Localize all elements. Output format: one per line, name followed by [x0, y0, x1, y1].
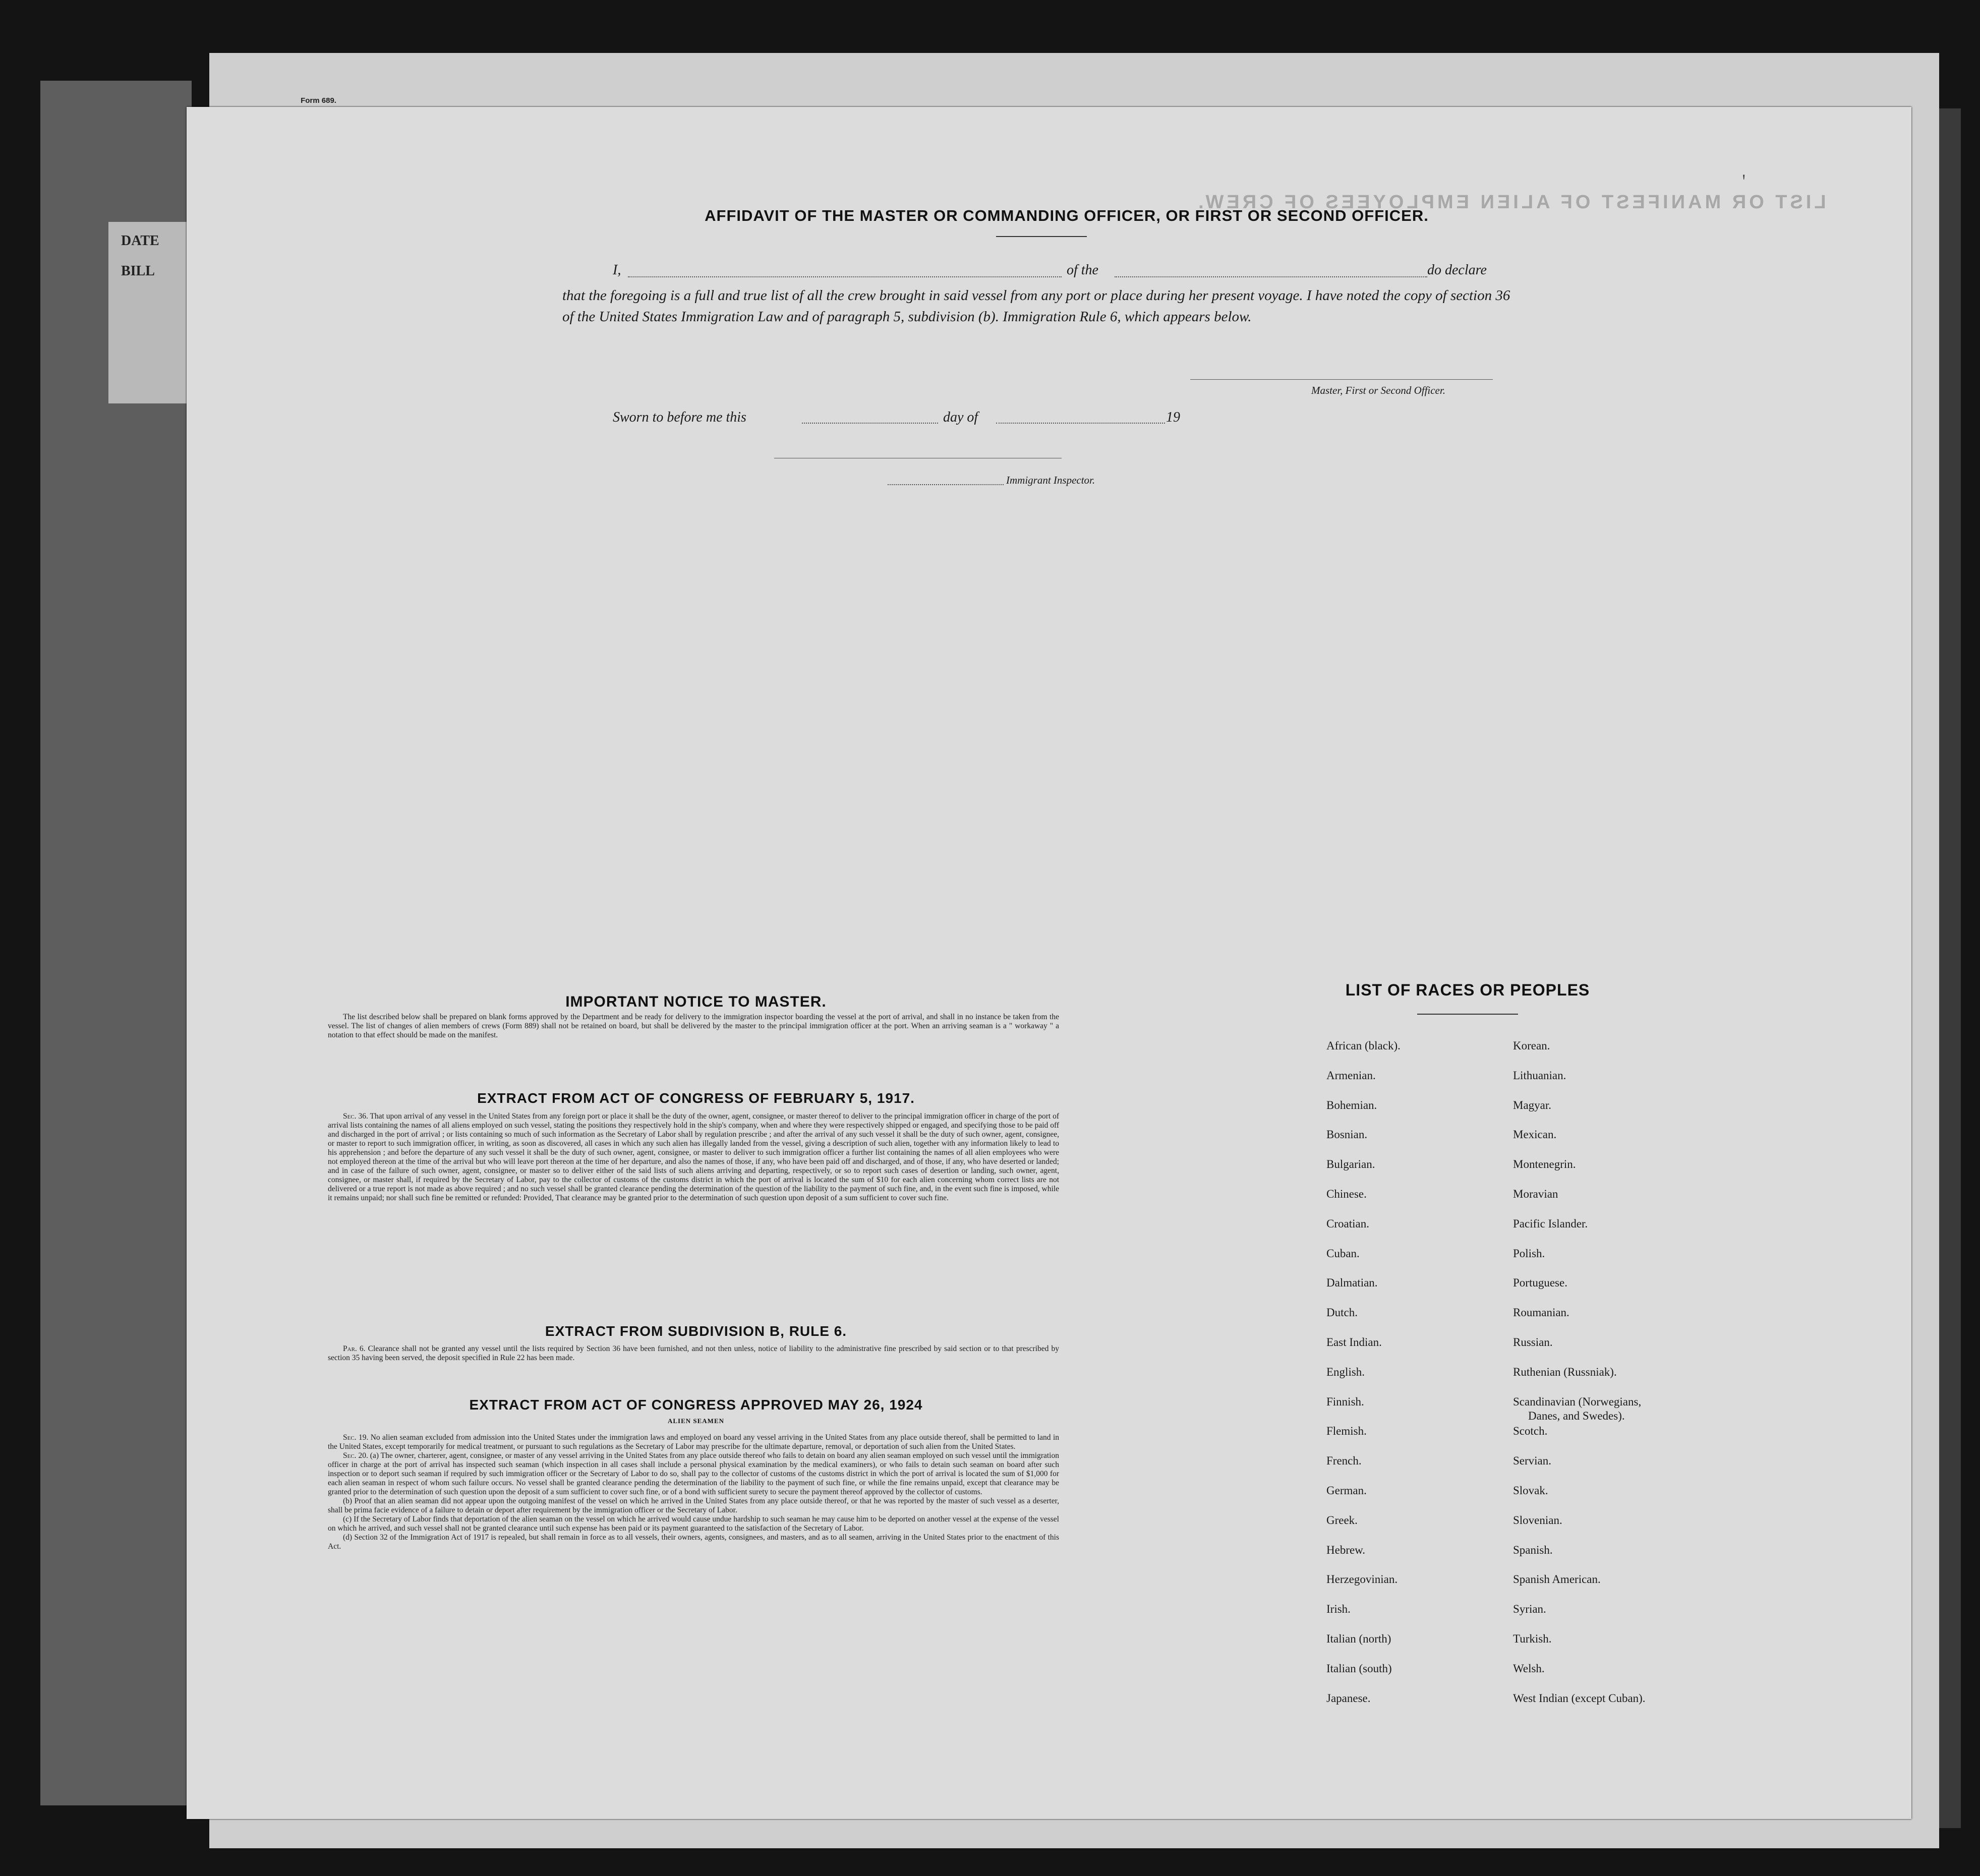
extract-1917-text	[328, 1112, 1059, 1203]
title-underline	[996, 236, 1087, 237]
back-form-number: Form 689.	[301, 96, 336, 105]
race-item: African (black).	[1326, 1039, 1401, 1052]
affidavit-body: that the foregoing is a full and true list of all the crew brought in said vessel from any port or place during her present voyage. I have noted the copy of section 36 of the United States Immigration Law and of paragraph 5, subdivision (b). Immigration Rule 6, which appears below.	[562, 287, 1510, 325]
race-item: Slovak.	[1513, 1484, 1548, 1497]
race-item: German.	[1326, 1484, 1367, 1497]
extract-rule6-text	[328, 1344, 1059, 1363]
race-item: Flemish.	[1326, 1425, 1367, 1438]
sec20d-paragraph: (d) Section 32 of the Immigration Act of 1917 is repealed, but shall remain in force as to all vessels, their owners, agents, consignees, and masters, and as to all seamen, arriving in the United States prior to the enactment of this Act.	[328, 1533, 1059, 1551]
left-card-date-label: DATE	[121, 233, 159, 249]
sworn-day-line	[802, 423, 938, 424]
race-item: Dalmatian.	[1326, 1276, 1378, 1289]
race-item: Slovenian.	[1513, 1513, 1562, 1527]
extract-rule6-title: EXTRACT FROM SUBDIVISION B, RULE 6.	[545, 1323, 847, 1339]
race-item: Finnish.	[1326, 1395, 1364, 1408]
race-item: Herzegovinian.	[1326, 1573, 1398, 1586]
race-item: Scotch.	[1513, 1425, 1548, 1438]
race-item: Servian.	[1513, 1454, 1552, 1468]
race-item: Lithuanian.	[1513, 1069, 1566, 1082]
pen-mark: ꞌ	[1742, 171, 1745, 188]
race-item: Italian (south)	[1326, 1662, 1392, 1675]
race-item: Welsh.	[1513, 1662, 1545, 1675]
name-line	[628, 276, 1062, 277]
officer-signature-line	[1190, 379, 1493, 380]
races-title: LIST OF RACES OR PEOPLES	[1345, 981, 1590, 999]
notice-title: IMPORTANT NOTICE TO MASTER.	[565, 993, 827, 1010]
race-item: Polish.	[1513, 1247, 1545, 1260]
month-line	[996, 423, 1165, 424]
race-item: Roumanian.	[1513, 1306, 1569, 1319]
sec20a-body: (a) The owner, charterer, agent, consignee, or master of any vessel arriving in the United States from any place outside thereof who fails to detain on board any alien seaman employed on such vessel until the immigration officer in charge at the port of arrival has inspected such seaman (which inspection in all cases shall include a personal physical examination by the medical examiners), or who fails to detain such seaman on board after such inspection or to deport such seaman if required by such immigration officer or the Secretary of Labor to do so, shall pay to the collector of customs of the customs district in which the port of arrival is located the sum of $1,000 for each alien seaman in respect of whom such failure occurs. No vessel shall be granted clearance pending the determination of the liability to the payment of such fine, or while the fine remains unpaid, except that clearance may be granted prior to the determination of such question upon the deposit of a sum sufficient to cover such fine, or of a bond with sufficient surety to secure the payment thereof approved by the collector of customs.	[328, 1451, 1059, 1496]
race-item: Korean.	[1513, 1039, 1550, 1052]
race-item: Bosnian.	[1326, 1128, 1368, 1141]
race-item: Ruthenian (Russniak).	[1513, 1365, 1617, 1378]
extract-1924-title: EXTRACT FROM ACT OF CONGRESS APPROVED MAY 26, 1924	[469, 1397, 923, 1413]
day-of-label: day of	[943, 409, 978, 425]
race-item: Irish.	[1326, 1603, 1351, 1616]
extract-rule6-body: Clearance shall not be granted any vessel until the lists required by Section 36 have been furnished, and not then unless, notice of liability to the administrative fine prescribed by said section or to that prescribed by section 35 having been served, the deposit specified in Rule 22 has been made.	[328, 1344, 1060, 1362]
race-item: English.	[1326, 1365, 1365, 1378]
affidavit-of-the: of the	[1067, 262, 1098, 278]
affidavit-title: AFFIDAVIT OF THE MASTER OR COMMANDING OFFICER, OR FIRST OR SECOND OFFICER.	[705, 207, 1429, 224]
race-item: Syrian.	[1513, 1603, 1546, 1616]
sec20b-paragraph: (b) Proof that an alien seaman did not appear upon the outgoing manifest of the vessel on which he arrived in the United States from any place outside thereof, or that he was reported by the master of such vessel as a deserter, shall be prima facie evidence of a failure to detain or deport after requirement by the immigration officer or the Secretary of Labor.	[328, 1497, 1059, 1514]
race-item: Greek.	[1326, 1513, 1358, 1527]
race-item: French.	[1326, 1454, 1362, 1468]
race-item: Hebrew.	[1326, 1543, 1366, 1556]
race-item: Croatian.	[1326, 1217, 1369, 1230]
race-item: Mexican.	[1513, 1128, 1557, 1141]
race-item: Moravian	[1513, 1188, 1558, 1200]
race-item: Magyar.	[1513, 1098, 1552, 1111]
left-card-bill-label: BILL	[121, 263, 155, 279]
sec20c-paragraph: (c) If the Secretary of Labor finds that deportation of the alien seaman on the vessel on which he arrived would cause undue hardship to such seaman he may cause him to be deported on another vessel at the expense of the vessel on which he arrived, and such vessel shall not be granted clearance until such expense has been paid or its payment guaranteed to the satisfaction of the Secretary of Labor.	[328, 1515, 1059, 1533]
year-label: 19	[1166, 409, 1180, 425]
inspector-label: Immigrant Inspector.	[1006, 474, 1095, 486]
race-item: Japanese.	[1326, 1691, 1371, 1705]
races-title-underline	[1417, 1014, 1518, 1015]
race-item: Cuban.	[1326, 1247, 1360, 1260]
affidavit-declare: do declare	[1427, 262, 1487, 278]
extract-1917-title: EXTRACT FROM ACT OF CONGRESS OF FEBRUARY 5, 1917.	[477, 1090, 915, 1106]
extract-1917-lead: Sec. 36.	[343, 1112, 368, 1121]
left-card	[108, 222, 192, 403]
ghost-title: LIST OR MANIFEST OF ALIEN EMPLOYEES OF CREW.	[1195, 192, 1826, 213]
sec19-paragraph	[328, 1433, 1059, 1451]
sec20a-paragraph	[328, 1451, 1059, 1497]
race-item: Danes, and Swedes).	[1528, 1409, 1625, 1422]
race-item: West Indian (except Cuban).	[1513, 1691, 1646, 1705]
race-item: Italian (north)	[1326, 1632, 1391, 1645]
race-item: Scandinavian (Norwegians,	[1513, 1395, 1642, 1408]
race-item: Armenian.	[1326, 1069, 1376, 1082]
sworn-label: Sworn to before me this	[613, 409, 746, 425]
extract-rule6-lead: Par. 6.	[343, 1344, 366, 1353]
race-item: Russian.	[1513, 1336, 1553, 1349]
sec20-lead: Sec. 20.	[343, 1451, 368, 1460]
race-item: Bulgarian.	[1326, 1158, 1375, 1171]
front-sheet	[187, 107, 1911, 1819]
extract-1917-body: That upon arrival of any vessel in the United States from any foreign port or place it shall be the duty of the owner, agent, consignee, or master thereof to deliver to the principal immigration officer in charge of the port of arrival lists containing the names of all aliens employed on such vessel, stating the positions they respectively hold in the ship's company, when and where they were respectively shipped or engaged, and specifying those to be paid off and discharged in the port of arrival ; or lists containing so much of such information as the Secretary of Labor shall by regulation prescribe ; and after the arrival of any such vessel it shall be the duty of such owner, agent, consignee, or master to report to such immigration officer, in writing, as soon as discovered, all cases in which any such alien has illegally landed from the vessel, giving a description of such alien, together with any information likely to lead to his apprehension ; and before the departure of any such vessel it shall be the duty of such owner, agent, consignee, or master to deliver to such immigration officer a further list containing the names of all alien employees who were not employed thereon at the time of the arrival but who will leave port thereon at the time of her departure, and also the names of those, if any, who have been paid off and discharged, and of those, if any, who have deserted or landed; and in case of the failure of such owner, agent, consignee, or master so to deliver either of the said lists of such aliens arriving and departing, respectively, or so to report such cases of desertion or landing, such owner, agent, consignee, or master shall, if required by the Secretary of Labor, pay to the collector of customs of the customs district in which the port of arrival is located the sum of $10 for each alien concerning whom correct lists are not delivered or a true report is not made as above required ; and no such vessel shall be granted clearance pending the determination of the question of the liability to the payment of such fine, and, in the event such fine is imposed, while it remains unpaid; nor shall such fine be remitted or refunded: Provided, That clearance may be granted prior to the determination of such question upon deposit of a sum sufficient to cover such fine.	[328, 1112, 1059, 1202]
extract-1924-text	[328, 1433, 1059, 1551]
vessel-line	[1115, 276, 1427, 277]
sec19-lead: Sec. 19.	[343, 1433, 369, 1442]
race-item: East Indian.	[1326, 1336, 1382, 1349]
race-item: Bohemian.	[1326, 1098, 1377, 1111]
extract-1924-subtitle: ALIEN SEAMEN	[667, 1417, 725, 1425]
affidavit-i: I,	[613, 262, 621, 278]
sec19-body: No alien seaman excluded from admission into the United States under the immigration laws and employed on board any vessel arriving in the United States from any place outside thereof, shall be permitted to land in the United States, except temporarily for medical treatment, or pursuant to such regulations as the Secretary of Labor may prescribe for the ultimate departure, removal, or deportation of such alien from the United States.	[328, 1433, 1060, 1451]
inspector-signature-line	[888, 484, 1004, 485]
officer-label: Master, First or Second Officer.	[1311, 384, 1445, 396]
race-item: Spanish.	[1513, 1543, 1553, 1556]
race-item: Spanish American.	[1513, 1573, 1601, 1586]
race-item: Portuguese.	[1513, 1276, 1567, 1289]
race-item: Pacific Islander.	[1513, 1217, 1588, 1230]
notice-text: The list described below shall be prepared on blank forms approved by the Department and be ready for delivery to the immigration inspector boarding the vessel at the port of arrival, and shall in no instance be taken from the vessel. The list of changes of alien members of crews (Form 889) shall not be retained on board, but shall be delivered by the master to the principal immigration officer at the port. When an arriving seaman is a " workaway " a notation to that effect should be made on the manifest.	[328, 1013, 1059, 1039]
race-item: Dutch.	[1326, 1306, 1358, 1319]
race-item: Montenegrin.	[1513, 1158, 1576, 1171]
race-item: Turkish.	[1513, 1632, 1552, 1645]
race-item: Chinese.	[1326, 1188, 1367, 1200]
